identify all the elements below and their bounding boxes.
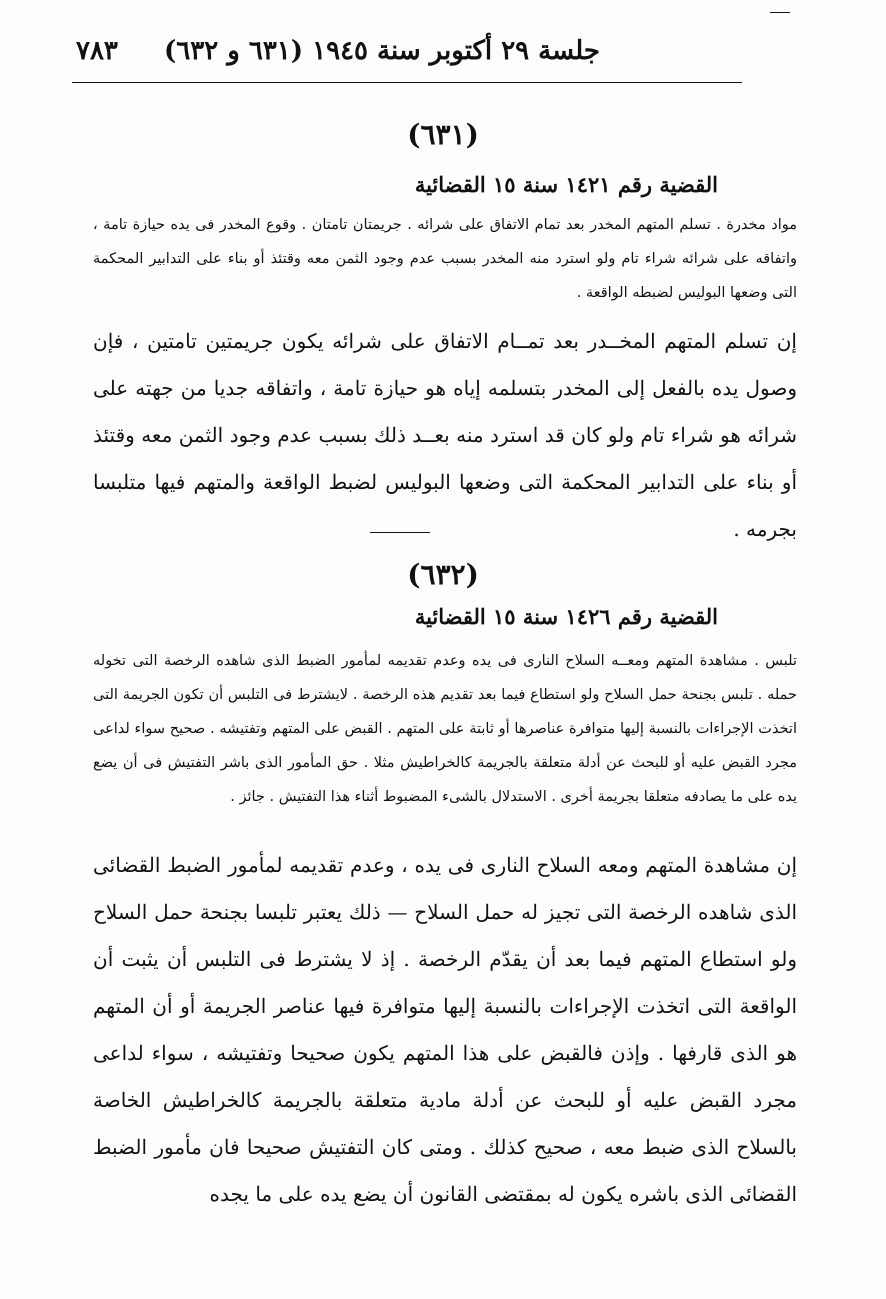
case-reference-631: القضية رقم ١٤٢١ سنة ١٥ القضائية — [414, 172, 718, 197]
page-number: ٧٨٣ — [76, 36, 118, 66]
headnote-632: تلبس . مشاهدة المتهم ومعــه السلاح النارى فى يده وعدم تقديمه لمأمور الضبط الذى شاهده الرخصة التى تخوله حمله . تلبس بجنحة حمل السلاح ولو استطاع فيما بعد تقديم هذه الرخصة . لايشترط فى التلبس أن تكون الجريمة التى اتخذت الإجراءات بالنسبة إليها متوافرة عناصرها أو ثابتة على المتهم . القبض على المتهم وتفتيشه . صحيح سواء لداعى مجرد القبض عليه أو للبحث عن أدلة متعلقة بالجريمة كالخراطيش مثلا . حق المأمور الذى باشر التفتيش فى أن يضع يده على ما يصادفه متعلقا بجريمة أخرى . الاستدلال بالشىء المضبوط أثناء هذا التفتيش . جائز . — [93, 653, 797, 805]
headnote-631: مواد مخدرة . تسلم المتهم المخدر بعد تمام الاتفاق على شرائه . جريمتان تامتان . وقوع المخدر فى يده حيازة تامة ، واتفاقه على شرائه شراء تام ولو استرد منه المخدر بسبب عدم وجود الثمن معه وقتئذ أو بناء على التدابير المحكمة التى وضعها البوليس لضبطه الواقعة . — [93, 217, 797, 301]
case-reference-632: القضية رقم ١٤٢٦ سنة ١٥ القضائية — [414, 604, 718, 629]
case-number-632: (٦٣٢) — [407, 558, 479, 591]
body-text-631: إن تسلم المتهم المخــدر بعد تمــام الاتفاق على شرائه يكون جريمتين تامتين ، فإن وصول يده بالفعل إلى المخدر بتسلمه إياه هو حيازة تامة ، واتفاقه جديا من جهته على شرائه هو شراء تام ولو كان قد استرد منه بعــد ذلك بسبب عدم وجود الثمن معه وقتئذ أو بناء على التدابير المحكمة التى وضعها البوليس لضبط الواقعة والمتهم فيها متلبسا بجرمه . — [93, 329, 797, 541]
header-rule — [72, 82, 742, 83]
running-head: جلسة ٢٩ أكتوبر سنة ١٩٤٥ (٦٣١ و ٦٣٢) — [163, 36, 600, 66]
body-text-632: إن مشاهدة المتهم ومعه السلاح النارى فى يده ، وعدم تقديمه لمأمور الضبط القضائى الذى شاهده الرخصة التى تجيز له حمل السلاح — ذلك يعتبر تلبسا بجنحة حمل السلاح ولو استطاع المتهم فيما بعد أن يقدّم الرخصة . إذ لا يشترط فى التلبس أن يثبت أن الواقعة التى اتخذت الإجراءات بالنسبة إليها متوافرة فيها عناصر الجريمة أو أن المتهم هو الذى قارفها . وإذن فالقبض على هذا المتهم يكون صحيحا وتفتيشه ، سواء لداعى مجرد القبض عليه أو للبحث عن أدلة مادية متعلقة بالجريمة كالخراطيش الخاصة بالسلاح الذى ضبط معه ، صحيح كذلك . ومتى كان التفتيش صحيحا فان مأمور الضبط القضائى الذى باشره يكون له بمقتضى القانون أن يضع يده على ما يجده — [93, 853, 797, 1206]
corner-mark — [770, 12, 790, 13]
case-number-631: (٦٣١) — [407, 118, 479, 151]
section-separator — [370, 532, 430, 533]
